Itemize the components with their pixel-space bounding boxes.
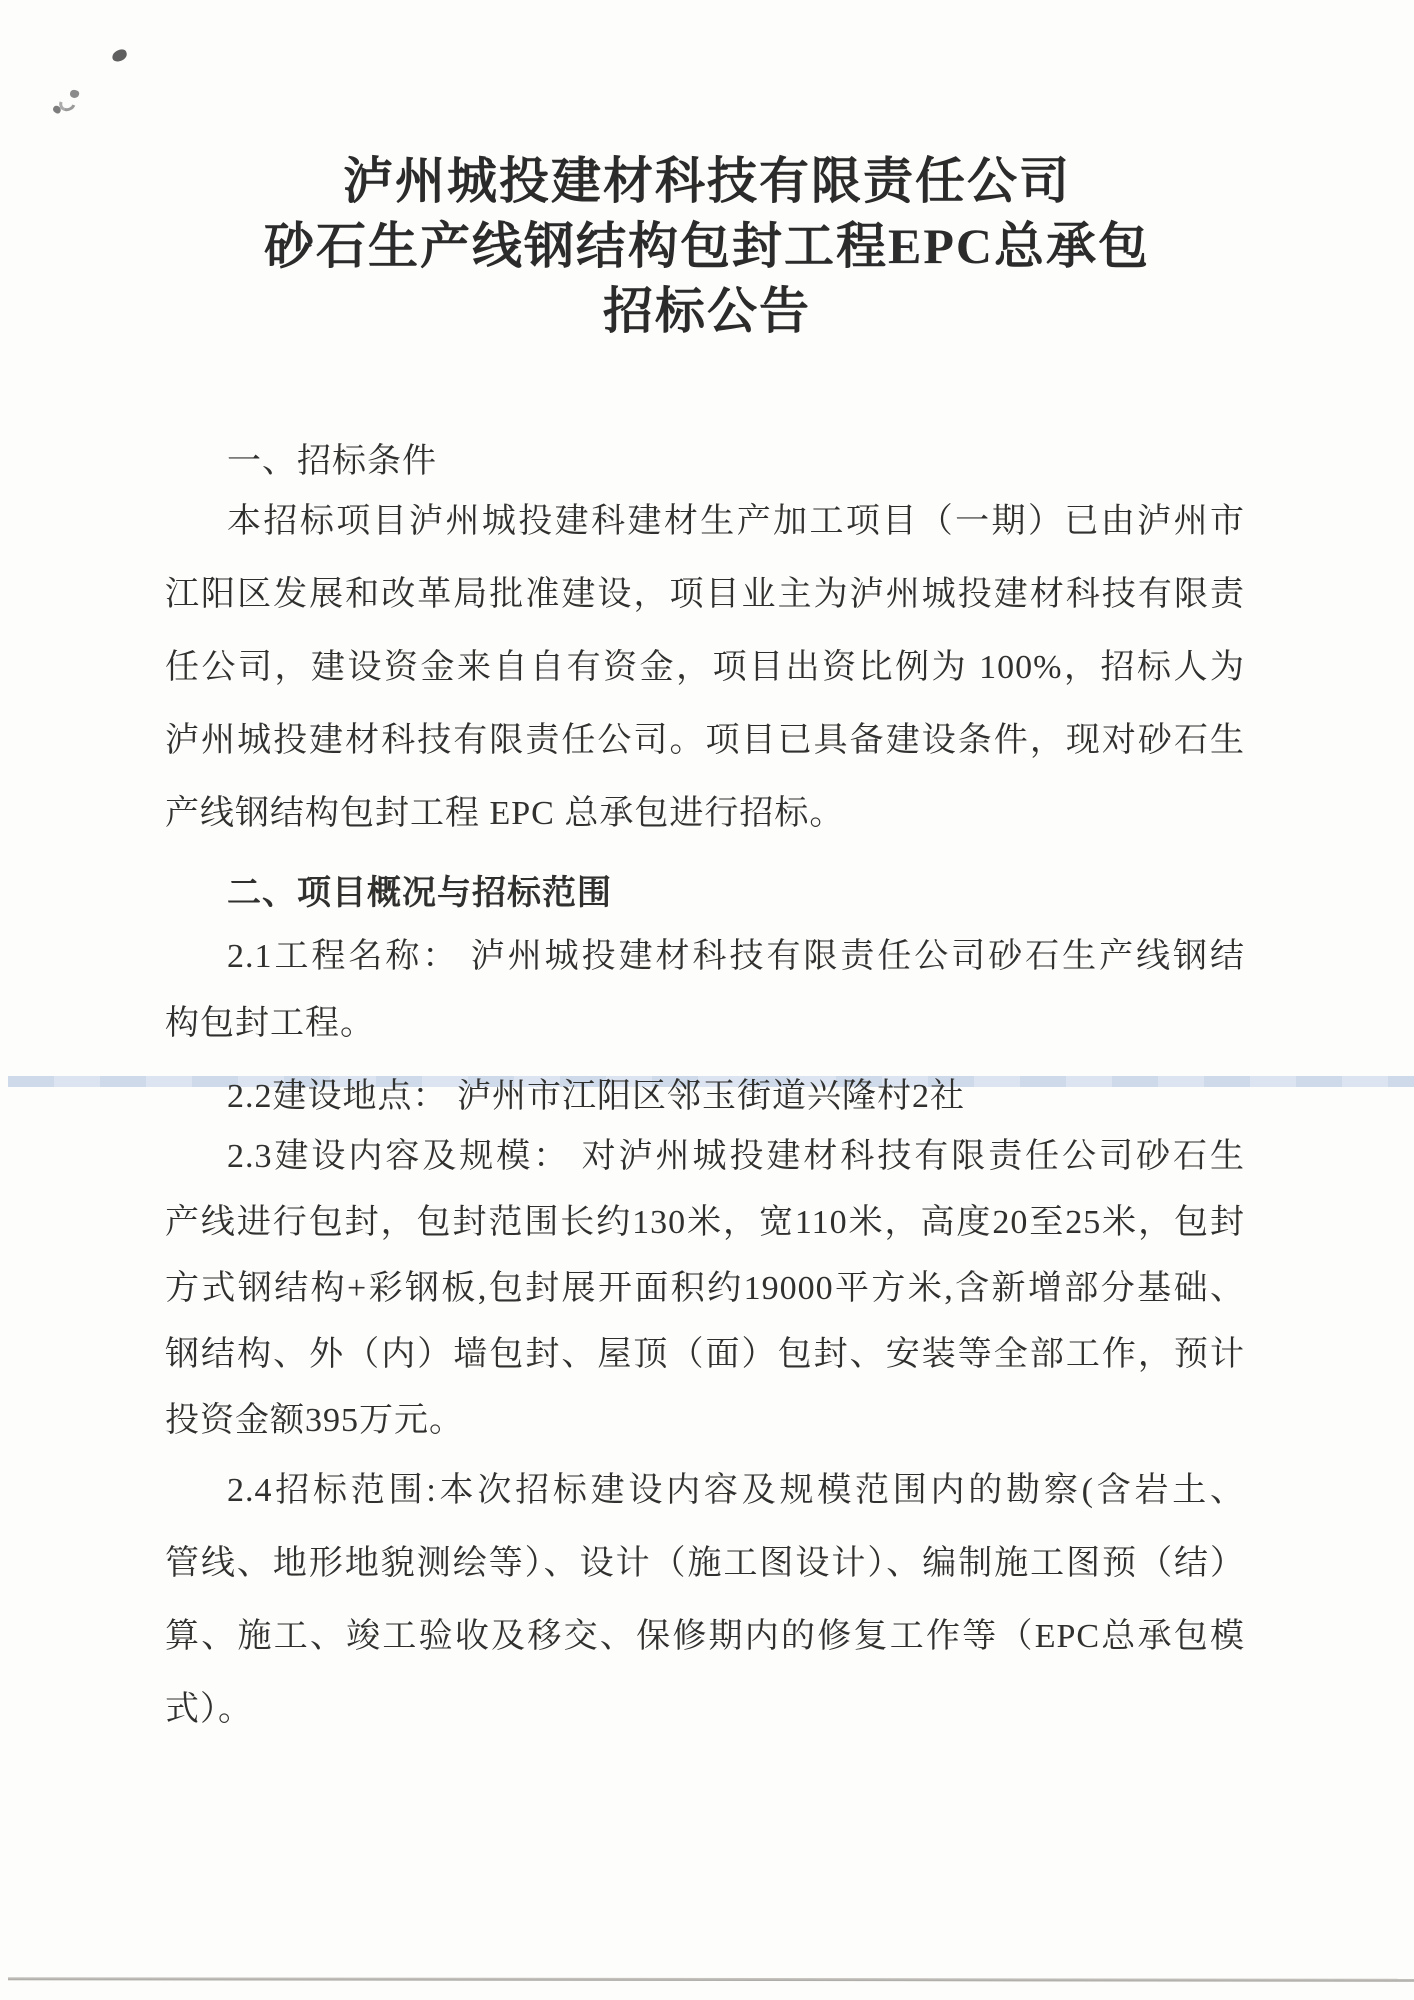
text-line: 2.4招标范围:本次招标建设内容及规模范围内的勘察(含岩土、: [227, 1472, 1245, 1509]
paragraph-tender-scope: [165, 1454, 1245, 1746]
text-line: 2.3建设内容及规模： 对泸州城投建材科技有限责任公司砂石生: [227, 1138, 1245, 1175]
text-line: 投资金额395万元。: [165, 1402, 464, 1439]
text-line: 算、施工、竣工验收及移交、保修期内的修复工作等（EPC总承包模: [165, 1618, 1245, 1655]
text-line: 钢结构、外（内）墙包封、屋顶（面）包封、安装等全部工作，预计: [165, 1336, 1245, 1373]
paragraph-project-scale: [165, 1124, 1245, 1454]
paragraph-project-location: [165, 1063, 1245, 1130]
document-title: [0, 149, 1414, 344]
text-line: 2.1工程名称： 泸州城投建材科技有限责任公司砂石生产线钢结: [227, 938, 1245, 975]
text-line: 任公司，建设资金来自自有资金，项目出资比例为 100%，招标人为: [165, 649, 1245, 686]
title-line-2: 砂石生产线钢结构包封工程EPC总承包: [264, 218, 1150, 274]
text-line: 本招标项目泸州城投建科建材生产加工项目（一期）已由泸州市: [227, 503, 1245, 540]
title-line-3: 招标公告: [603, 283, 811, 339]
text-line: 产线钢结构包封工程 EPC 总承包进行招标。: [165, 795, 845, 832]
paragraph-tender-conditions: [165, 485, 1245, 850]
section-1-heading: 一、招标条件: [227, 443, 437, 480]
section-2-heading: 二、项目概况与招标范围: [227, 875, 612, 912]
text-line: 2.2建设地点： 泸州市江阳区邻玉街道兴隆村2社: [227, 1078, 965, 1115]
text-line: 方式钢结构+彩钢板,包封展开面积约19000平方米,含新增部分基础、: [165, 1270, 1245, 1307]
paragraph-project-name: [165, 923, 1245, 1057]
page-edge-scan-line: [8, 1977, 1414, 1981]
text-line: 泸州城投建材科技有限责任公司。项目已具备建设条件，现对砂石生: [165, 722, 1245, 759]
ink-speck: [111, 48, 129, 63]
text-line: 江阳区发展和改革局批准建设，项目业主为泸州城投建材科技有限责: [165, 576, 1245, 613]
text-line: 式）。: [165, 1691, 253, 1728]
text-line: 管线、地形地貌测绘等）、设计（施工图设计）、编制施工图预（结）: [165, 1545, 1245, 1582]
text-line: 产线进行包封，包封范围长约130米，宽110米，高度20至25米，包封: [165, 1204, 1245, 1241]
title-line-1: 泸州城投建材科技有限责任公司: [343, 153, 1071, 209]
text-line: 构包封工程。: [165, 1005, 375, 1042]
document-body: [165, 430, 1245, 1746]
